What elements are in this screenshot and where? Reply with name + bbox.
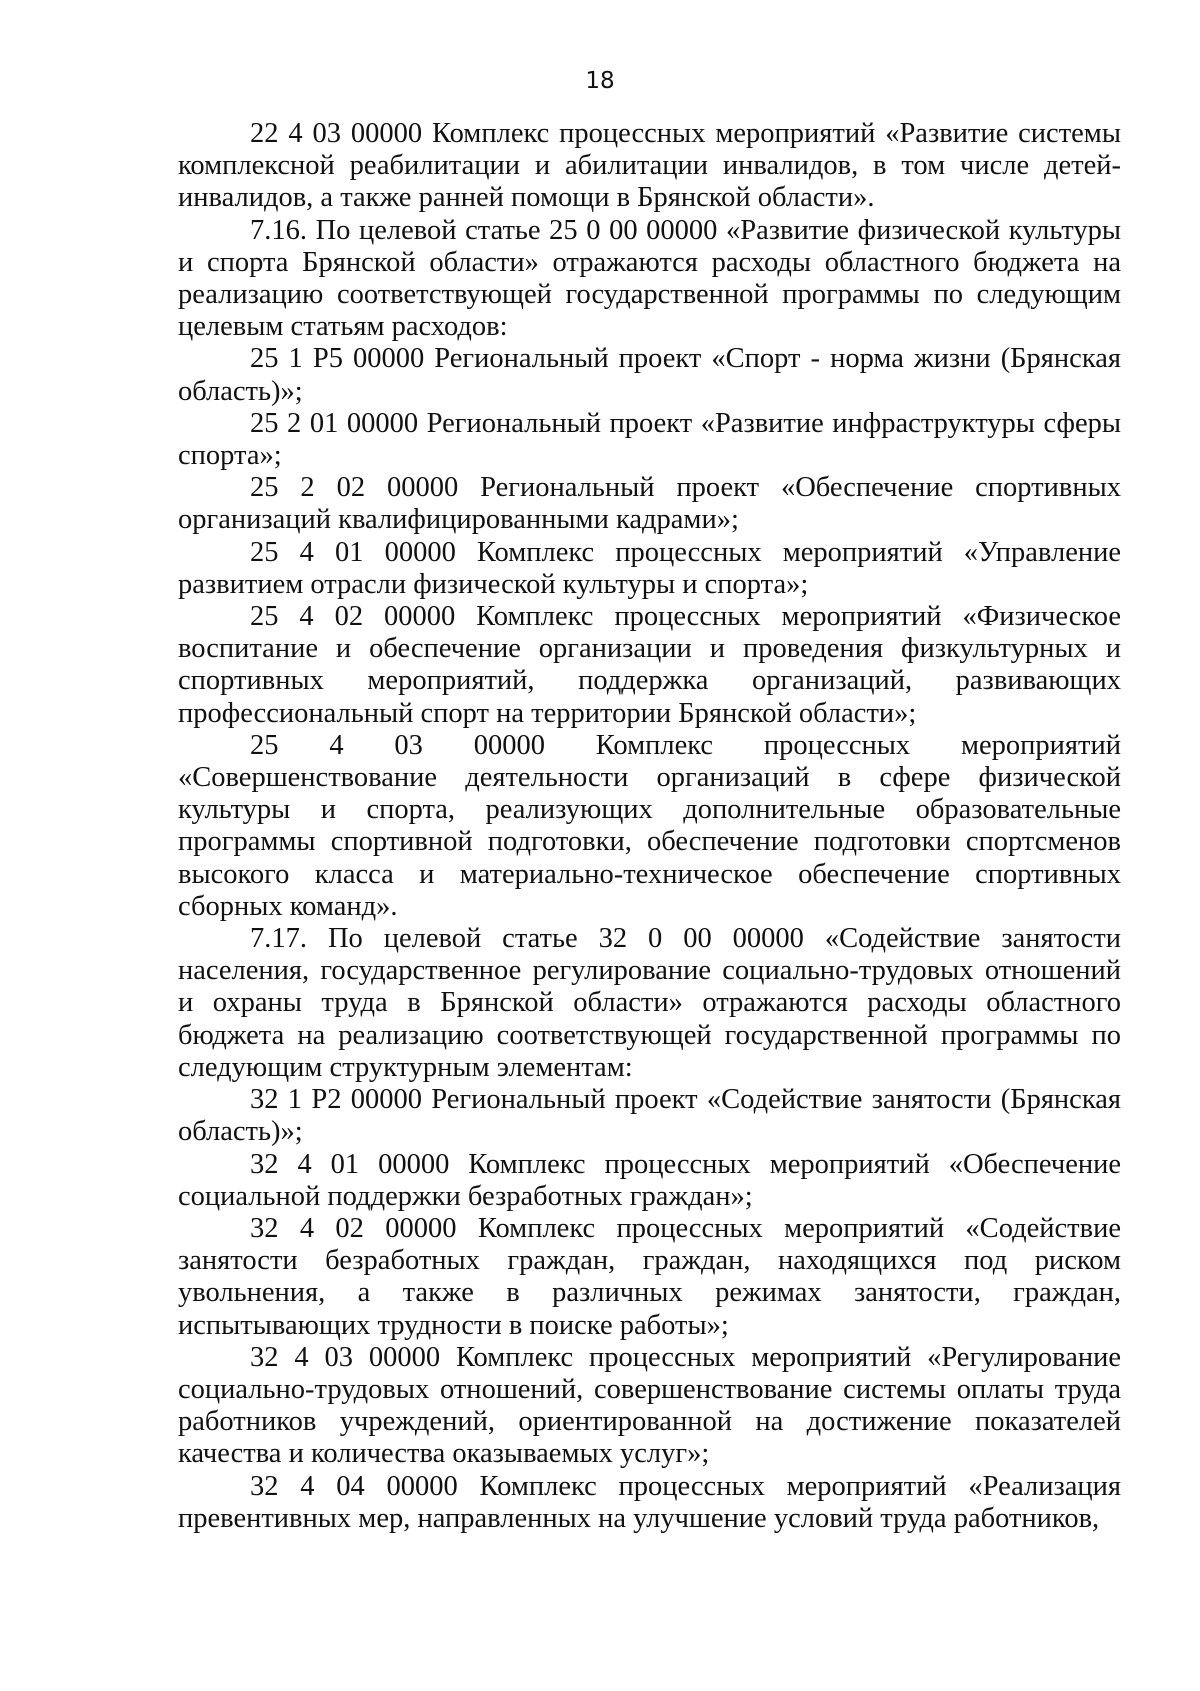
paragraph-25-4-01: 25 4 01 00000 Комплекс процессных мероприятий «Управление развитием отрасли физической культуры и спорта»; — [178, 536, 1121, 600]
paragraph-25-4-02: 25 4 02 00000 Комплекс процессных мероприятий «Физическое воспитание и обеспечение организации и проведения физкультурных и спортивных мероприятий, поддержка организаций, развивающих профессиональный спорт на территории Брянской области»; — [178, 601, 1121, 729]
document-body — [178, 118, 1121, 1535]
paragraph-25-2-01: 25 2 01 00000 Региональный проект «Развитие инфраструктуры сферы спорта»; — [178, 407, 1121, 472]
paragraph-32-4-03: 32 4 03 00000 Комплекс процессных мероприятий «Регулирование социально-трудовых отношений, совершенствование системы оплаты труда работников учреждений, ориентированной на достижение показателей качества и количества оказываемых услуг»; — [178, 1341, 1121, 1470]
paragraph-25-1-p5: 25 1 Р5 00000 Региональный проект «Спорт - норма жизни (Брянская область)»; — [178, 343, 1121, 407]
paragraph-32-1-p2: 32 1 Р2 00000 Региональный проект «Содействие занятости (Брянская область)»; — [178, 1084, 1121, 1148]
paragraph-32-4-02: 32 4 02 00000 Комплекс процессных мероприятий «Содействие занятости безработных граждан, граждан, находящихся под риском увольнения, а также в различных режимах занятости, граждан, испытывающих трудности в поиске работы»; — [178, 1212, 1121, 1341]
paragraph-25-4-03: 25 4 03 00000 Комплекс процессных мероприятий «Совершенствование деятельности организаций в сфере физической культуры и спорта, реализующих дополнительные образовательные программы спортивной подготовки, обеспечение подготовки спортсменов высокого класса и материально-техническое обеспечение спортивных сборных команд». — [178, 729, 1121, 922]
paragraph-7-17: 7.17. По целевой статье 32 0 00 00000 «Содействие занятости населения, государственное регулирование социально-трудовых отношений и охраны труда в Брянской области» отражаются расходы областного бюджета на реализацию соответствующей государственной программы по следующим структурным элементам: — [178, 923, 1121, 1083]
paragraph-22-4-03: 22 4 03 00000 Комплекс процессных мероприятий «Развитие системы комплексной реабилитации и абилитации инвалидов, в том числе детей-инвалидов, а также ранней помощи в Брянской области». — [178, 118, 1121, 214]
paragraph-32-4-01: 32 4 01 00000 Комплекс процессных мероприятий «Обеспечение социальной поддержки безработных граждан»; — [178, 1148, 1121, 1212]
paragraph-32-4-04: 32 4 04 00000 Комплекс процессных мероприятий «Реализация превентивных мер, направленных на улучшение условий труда работников, — [178, 1470, 1121, 1534]
paragraph-25-2-02: 25 2 02 00000 Региональный проект «Обеспечение спортивных организаций квалифицированными кадрами»; — [178, 472, 1121, 536]
paragraph-7-16: 7.16. По целевой статье 25 0 00 00000 «Развитие физической культуры и спорта Брянской области» отражаются расходы областного бюджета на реализацию соответствующей государственной программы по следующим целевым статьям расходов: — [178, 214, 1121, 343]
page-number: 18 — [585, 68, 615, 94]
